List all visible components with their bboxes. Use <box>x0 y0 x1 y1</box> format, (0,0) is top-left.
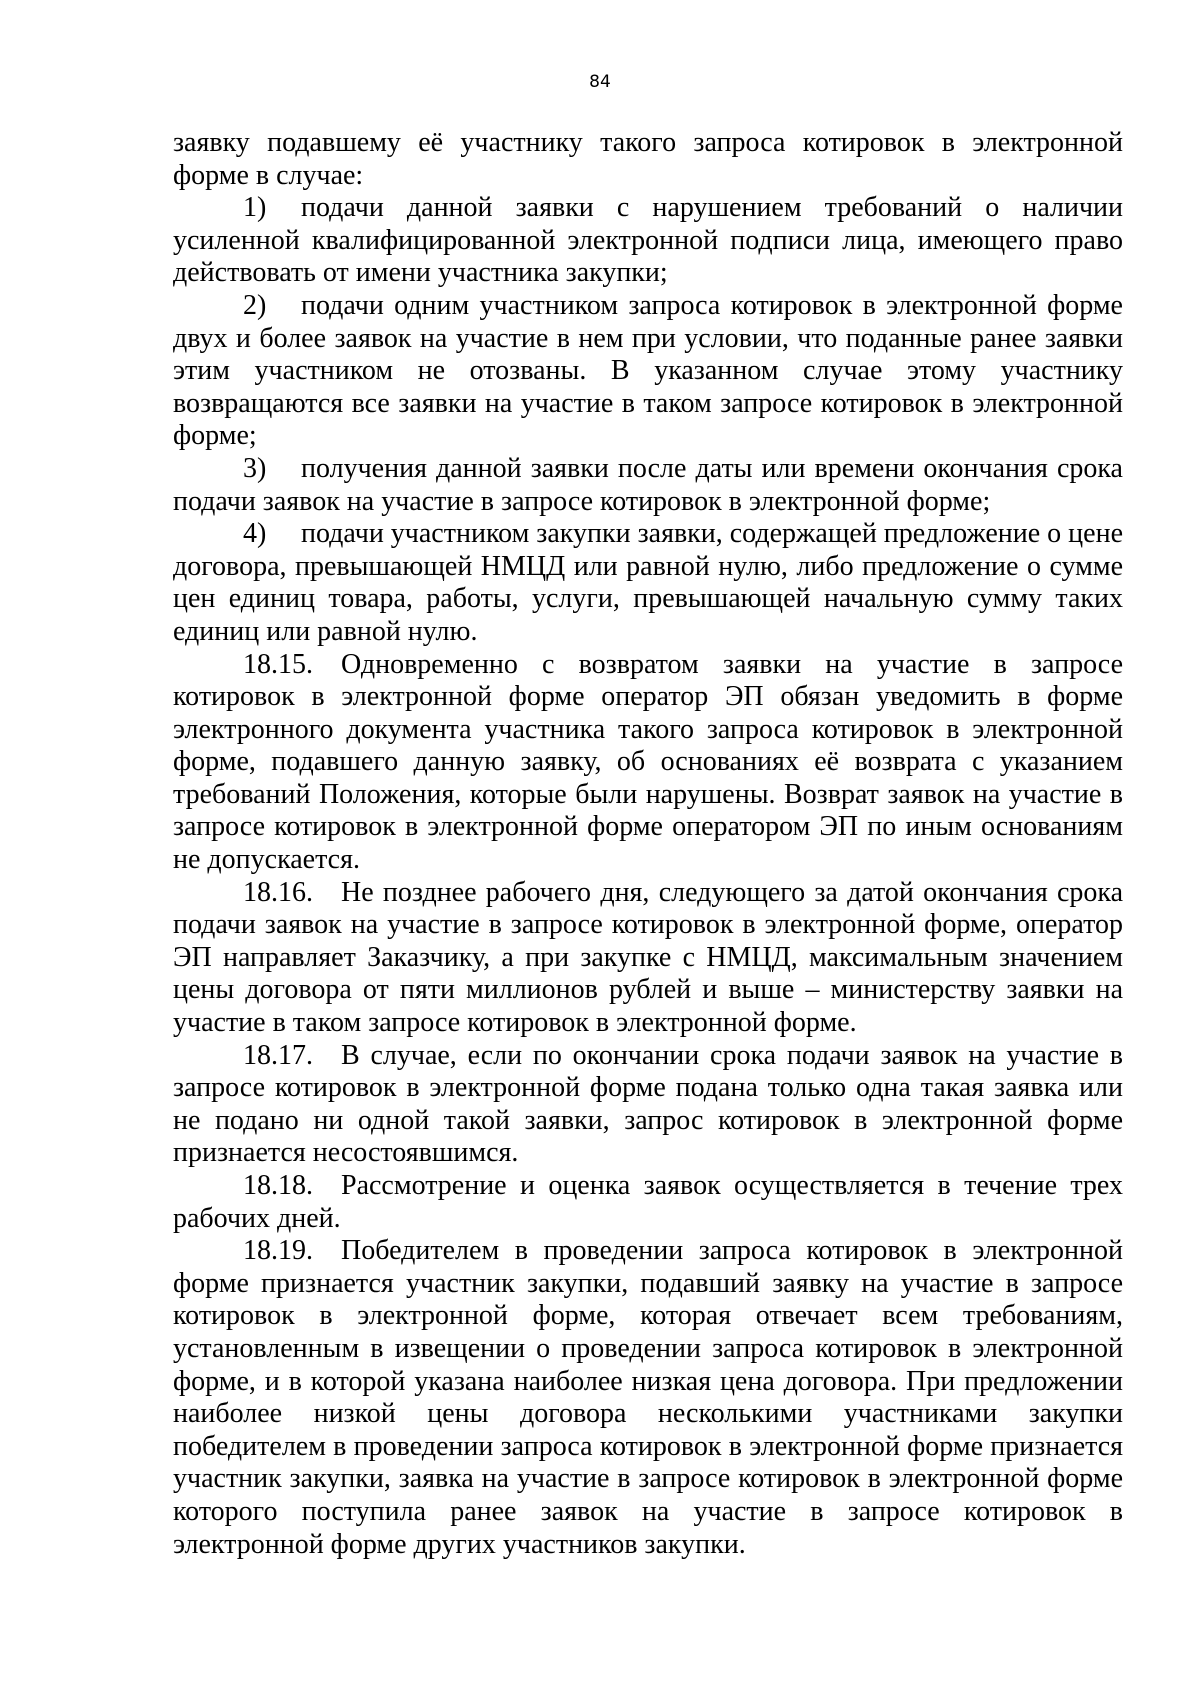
list-item-4 <box>173 518 1123 648</box>
clause-18-15 <box>173 649 1123 877</box>
list-item-number: 2) <box>243 289 267 321</box>
list-item-1 <box>173 192 1123 290</box>
clause-18-17 <box>173 1040 1123 1170</box>
clause-text: В случае, если по окончании срока подачи заявок на участие в запросе котировок в электронной форме подана только одна такая заявка или не подано ни одной такой заявки, запрос котировок в электронной форме признается несостоявшимся. <box>173 1039 1123 1169</box>
clause-text: Рассмотрение и оценка заявок осуществляется в течение трех рабочих дней. <box>173 1170 1123 1234</box>
clause-text: Победителем в проведении запроса котировок в электронной форме признается участник закупки, подавший заявку на участие в запросе котировок в электронной форме, которая отвечает всем требованиям, установленным в извещении о проведении запроса котировок в электронной форме, и в которой указана наиболее низкая цена договора. При предложении наиболее низкой цены договора несколькими участниками закупки победителем в проведении запроса котировок в электронной форме признается участник закупки, заявка на участие в запросе котировок в электронной форме которого поступила ранее заявок на участие в запросе котировок в электронной форме других участников закупки. <box>173 1235 1123 1560</box>
list-item-text: получения данной заявки после даты или времени окончания срока подачи заявок на участие в запросе котировок в электронной форме; <box>173 452 1123 517</box>
clause-number: 18.15. <box>243 648 313 680</box>
list-item-number: 1) <box>243 192 267 224</box>
list-item-3 <box>173 453 1123 518</box>
list-item-number: 3) <box>243 452 267 484</box>
clause-number: 18.19. <box>243 1235 313 1267</box>
list-item-text: подачи данной заявки с нарушением требований о наличии усиленной квалифицированной электронной подписи лица, имеющего право действовать от имени участника закупки; <box>173 192 1123 289</box>
document-body <box>173 127 1123 1561</box>
page-number: 84 <box>589 72 611 92</box>
paragraph-continuation <box>173 127 1123 192</box>
list-item-number: 4) <box>243 518 267 550</box>
clause-number: 18.16. <box>243 876 313 908</box>
clause-number: 18.18. <box>243 1170 313 1201</box>
clause-18-18 <box>173 1170 1123 1235</box>
list-item-text: подачи участником закупки заявки, содержащей предложение о цене договора, превышающей НМЦД или равной нулю, либо предложение о сумме цен единиц товара, работы, услуги, превышающей начальную сумму таких единиц или равной нулю. <box>173 518 1123 647</box>
clause-text: Не позднее рабочего дня, следующего за датой окончания срока подачи заявок на участие в запросе котировок в электронной форме, оператор ЭП направляет Заказчику, а при закупке с НМЦД, максимальным значением цены договора от пяти миллионов рублей и выше – министерству заявки на участие в таком запросе котировок в электронной форме. <box>173 876 1123 1039</box>
clause-18-16 <box>173 877 1123 1040</box>
list-item-text: подачи одним участником запроса котировок в электронной форме двух и более заявок на участие в нем при условии, что поданные ранее заявки этим участником не отозваны. В указанном случае этому участнику возвращаются все заявки на участие в таком запросе котировок в электронной форме; <box>173 289 1123 452</box>
clause-18-19 <box>173 1235 1123 1561</box>
list-item-2 <box>173 290 1123 453</box>
clause-number: 18.17. <box>243 1039 313 1071</box>
clause-text: Одновременно с возвратом заявки на участие в запросе котировок в электронной форме оператор ЭП обязан уведомить в форме электронного документа участника такого запроса котировок в электронной форме, подавшего данную заявку, об основаниях её возврата с указанием требований Положения, которые были нарушены. Возврат заявок на участие в запросе котировок в электронной форме оператором ЭП по иным основаниям не допускается. <box>173 648 1123 876</box>
paragraph-text: заявку подавшему её участнику такого запроса котировок в электронной форме в случае: <box>173 127 1123 191</box>
